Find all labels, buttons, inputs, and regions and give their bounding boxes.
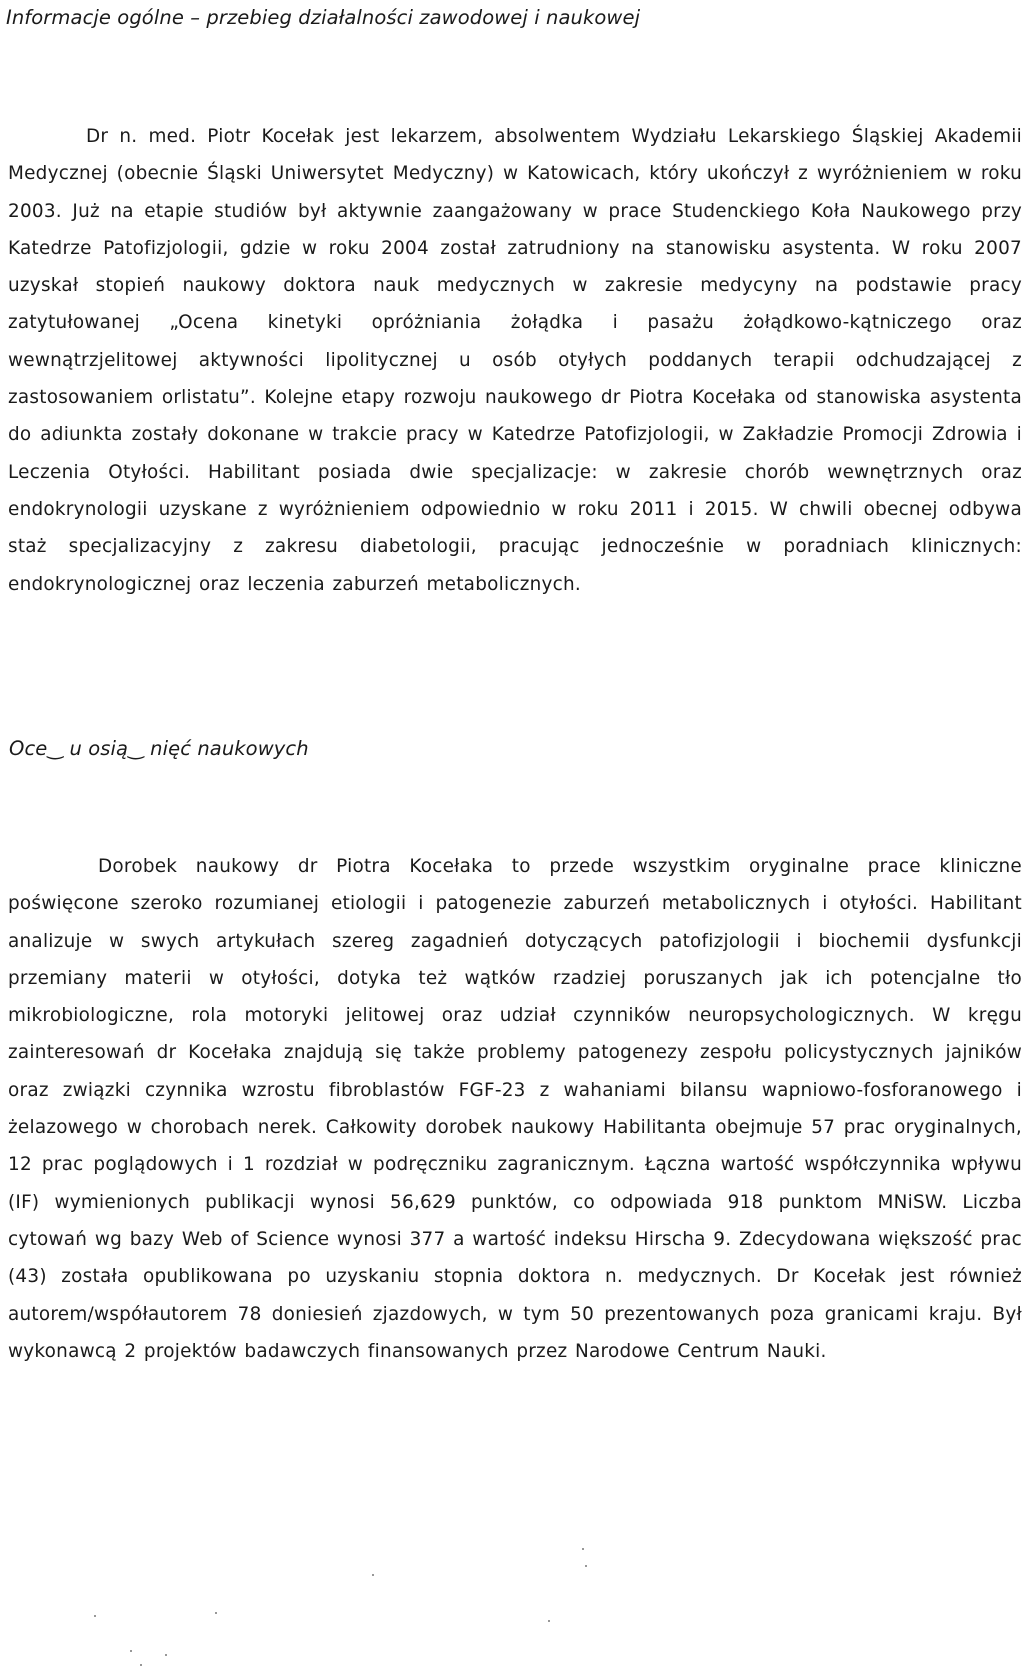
scan-speck (215, 1612, 217, 1614)
section-heading-general-info: Informacje ogólne – przebieg działalności zawodowej i naukowej (6, 6, 641, 29)
scan-speck (140, 1664, 142, 1666)
scan-speck (165, 1654, 167, 1656)
scan-speck (582, 1548, 584, 1550)
paragraph-career-overview: Dr n. med. Piotr Kocełak jest lekarzem, absolwentem Wydziału Lekarskiego Śląskiej Akademii Medycznej (obecnie Śląski Uniwersytet Medyczny) w Katowicach, który ukończył z wyróżnieniem w roku 2003. Już na etapie studiów był aktywnie zaangażowany w prace Studenckiego Koła Naukowego przy Katedrze Patofizjologii, gdzie w roku 2004 został zatrudniony na stanowisku asystenta. W roku 2007 uzyskał stopień naukowy doktora nauk medycznych w zakresie medycyny na podstawie pracy zatytułowanej „Ocena kinetyki opróżniania żołądka i pasażu żołądkowo-kątniczego oraz wewnątrzjelitowej aktywności lipolitycznej u osób otyłych poddanych terapii odchudzającej z zastosowaniem orlistatu”. Kolejne etapy rozwoju naukowego dr Piotra Kocełaka od stanowiska asystenta do adiunkta zostały dokonane w trakcie pracy w Katedrze Patofizjologii, w Zakładzie Promocji Zdrowia i Leczenia Otyłości. Habilitant posiada dwie specjalizacje: w zakresie chorób wewnętrznych oraz endokrynologii uzyskane z wyróżnieniem odpowiednio w roku 2011 i 2015. W chwili obecnej odbywa staż specjalizacyjny z zakresu diabetologii, pracując jednocześnie w poradniach klinicznych: endokrynologicznej oraz leczenia zaburzeń metabolicznych. (8, 126, 1022, 595)
scan-speck (94, 1615, 96, 1617)
section-heading-scientific-achievements: Oce‿ u osią‿ nięć naukowych (9, 737, 309, 760)
scan-speck (585, 1565, 587, 1567)
scan-speck (130, 1650, 132, 1652)
scan-speck (548, 1620, 550, 1622)
paragraph-scientific-output: Dorobek naukowy dr Piotra Kocełaka to przede wszystkim oryginalne prace kliniczne poświęcone szeroko rozumianej etiologii i patogenezie zaburzeń metabolicznych i otyłości. Habilitant analizuje w swych artykułach szereg zagadnień dotyczących patofizjologii i biochemii dysfunkcji przemiany materii w otyłości, dotyka też wątków rzadziej poruszanych jak ich potencjalne tło mikrobiologiczne, rola motoryki jelitowej oraz udział czynników neuropsychologicznych. W kręgu zainteresowań dr Kocełaka znajdują się także problemy patogenezy zespołu policystycznych jajników oraz związki czynnika wzrostu fibroblastów FGF-23 z wahaniami bilansu wapniowo-fosforanowego i żelazowego w chorobach nerek. Całkowity dorobek naukowy Habilitanta obejmuje 57 prac oryginalnych, 12 prac poglądowych i 1 rozdział w podręczniku zagranicznym. Łączna wartość współczynnika wpływu (IF) wymienionych publikacji wynosi 56,629 punktów, co odpowiada 918 punktom MNiSW. Liczba cytowań wg bazy Web of Science wynosi 377 a wartość indeksu Hirscha 9. Zdecydowana większość prac (43) została opublikowana po uzyskaniu stopnia doktora n. medycznych. Dr Kocełak jest również autorem/współautorem 78 doniesień zjazdowych, w tym 50 prezentowanych poza granicami kraju. Był wykonawcą 2 projektów badawczych finansowanych przez Narodowe Centrum Nauki. (8, 856, 1022, 1362)
scan-speck (372, 1574, 374, 1576)
